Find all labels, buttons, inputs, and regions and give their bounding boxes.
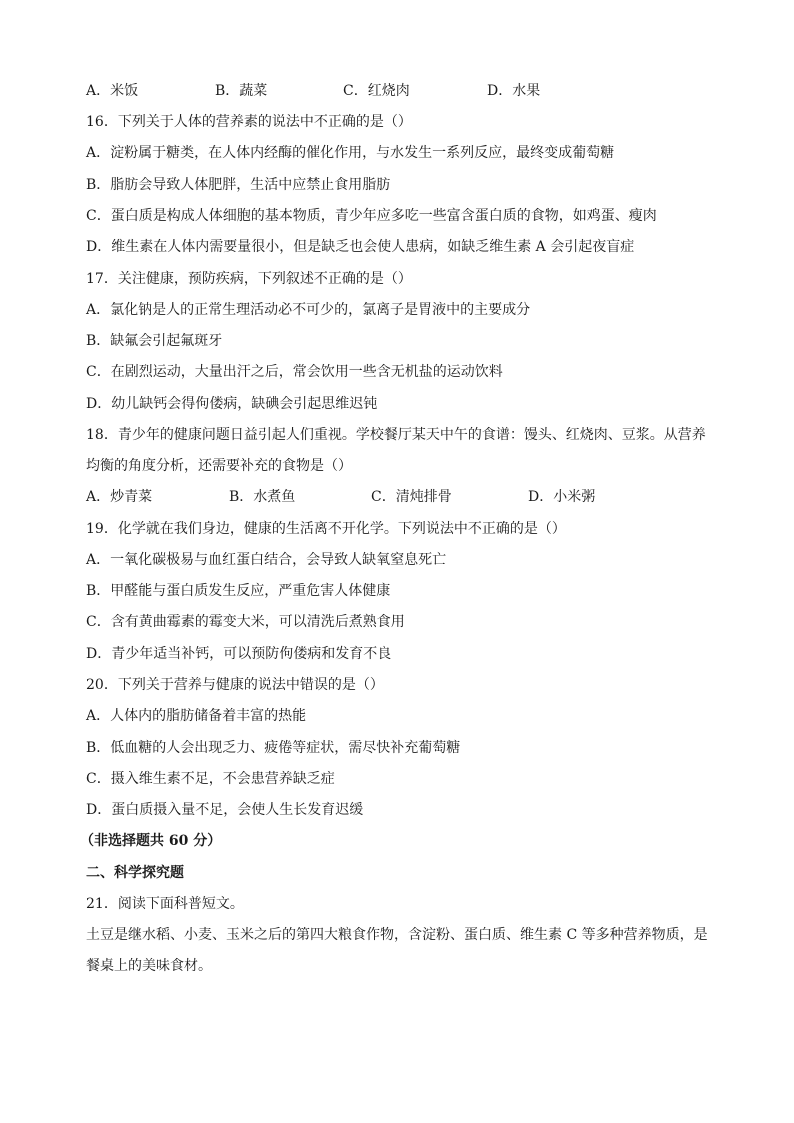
q18-option-b: B．水煮鱼	[229, 489, 296, 505]
q19-option-b: B．甲醛能与蛋白质发生反应，严重危害人体健康	[86, 583, 391, 599]
q15-option-a: A．米饭	[86, 83, 139, 99]
q15-option-b: B．蔬菜	[215, 83, 268, 99]
section-note: （非选择题共 60 分）	[80, 833, 222, 849]
q19-option-c: C．含有黄曲霉素的霉变大米，可以清洗后煮熟食用	[86, 614, 405, 630]
q19-option-a: A．一氧化碳极易与血红蛋白结合，会导致人缺氧窒息死亡	[86, 552, 447, 568]
q19-option-d: D．青少年适当补钙，可以预防佝偻病和发育不良	[86, 646, 392, 662]
q16-stem: 16．下列关于人体的营养素的说法中不正确的是（）	[86, 114, 412, 130]
q18-option-d: D．小米粥	[528, 489, 596, 505]
q20-option-b: B．低血糖的人会出现乏力、疲倦等症状，需尽快补充葡萄糖	[86, 740, 461, 756]
q20-stem: 20．下列关于营养与健康的说法中错误的是（）	[86, 677, 384, 693]
q15-option-c: C．红烧肉	[343, 83, 410, 99]
q18-stem-line1: 18．青少年的健康问题日益引起人们重视。学校餐厅某天中午的食谱：馒头、红烧肉、豆浆。从营养	[86, 427, 706, 443]
q16-option-c: C．蛋白质是构成人体细胞的基本物质，青少年应多吃一些富含蛋白质的食物，如鸡蛋、瘦肉	[86, 208, 657, 224]
section-heading: 二、科学探究题	[86, 865, 184, 881]
q17-option-d: D．幼儿缺钙会得佝偻病，缺碘会引起思维迟钝	[86, 396, 378, 412]
q16-option-a: A．淀粉属于糖类，在人体内经酶的催化作用，与水发生一系列反应，最终变成葡萄糖	[86, 145, 615, 161]
q21-stem: 21．阅读下面科普短文。	[86, 896, 244, 912]
q16-option-b: B．脂肪会导致人体肥胖，生活中应禁止食用脂肪	[86, 177, 391, 193]
q20-option-a: A．人体内的脂肪储备着丰富的热能	[86, 708, 307, 724]
q17-stem: 17．关注健康，预防疾病，下列叙述不正确的是（）	[86, 271, 412, 287]
q16-option-d: D．维生素在人体内需要量很小，但是缺乏也会使人患病，如缺乏维生素 A 会引起夜盲症	[86, 239, 635, 255]
q17-option-a: A．氯化钠是人的正常生理活动必不可少的，氯离子是胃液中的主要成分	[86, 302, 531, 318]
q17-option-c: C．在剧烈运动，大量出汗之后，常会饮用一些含无机盐的运动饮料	[86, 364, 503, 380]
q21-paragraph-line1: 土豆是继水稻、小麦、玉米之后的第四大粮食作物，含淀粉、蛋白质、维生素 C 等多种营养物质，是	[86, 927, 708, 943]
q20-option-d: D．蛋白质摄入量不足，会使人生长发育迟缓	[86, 802, 364, 818]
q15-options	[86, 81, 716, 101]
q18-option-a: A．炒青菜	[86, 489, 153, 505]
q20-option-c: C．摄入维生素不足，不会患营养缺乏症	[86, 771, 335, 787]
q17-option-b: B．缺氟会引起氟斑牙	[86, 333, 223, 349]
q19-stem: 19．化学就在我们身边，健康的生活离不开化学。下列说法中不正确的是（）	[86, 521, 566, 537]
q15-option-d: D．水果	[487, 83, 541, 99]
q18-stem-line2: 均衡的角度分析，还需要补充的食物是（）	[86, 458, 352, 474]
q21-paragraph-line2: 餐桌上的美味食材。	[86, 958, 212, 974]
q18-options	[86, 487, 716, 507]
q18-option-c: C．清炖排骨	[371, 489, 452, 505]
